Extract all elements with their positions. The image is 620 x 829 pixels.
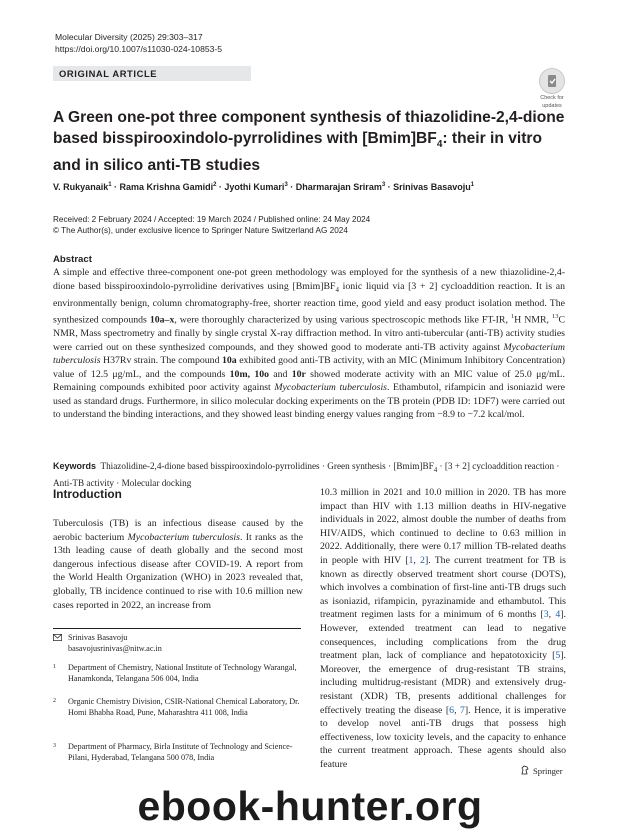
- author-name[interactable]: Dharmarajan Sriram: [295, 182, 382, 192]
- keywords-label: Keywords: [53, 461, 97, 471]
- publication-dates: Received: 2 February 2024 / Accepted: 19 March 2024 / Published online: 24 May 2024 © The Author(s), under exclusive licence to Springer Nature Switzerland AG 2024: [53, 215, 371, 235]
- doi-link[interactable]: https://doi.org/10.1007/s11030-024-10853-5: [55, 44, 223, 54]
- citation-link[interactable]: 4: [555, 609, 561, 621]
- author-name[interactable]: Srinivas Basavoju: [393, 182, 471, 192]
- watermark: ebook-hunter.org: [137, 783, 483, 829]
- footnote-rule: [53, 628, 301, 629]
- affiliation: 1 Department of Chemistry, National Institute of Technology Warangal, Hanamkonda, Telangana 506 004, India: [53, 663, 297, 683]
- check-updates-label-1: Check for: [540, 95, 564, 101]
- affiliation: 3 Department of Pharmacy, Birla Institute of Technology and Science-Pilani, Hyderabad, Telangana 500 078, India: [53, 742, 293, 762]
- citation-link[interactable]: 1: [408, 554, 414, 566]
- intro-left-column: Tuberculosis (TB) is an infectious disease caused by the aerobic bacterium Mycobacterium tuberculosis. It ranks as the 13th leading cause of death globally and the second most dangerous infectious disease after COVID-19. A report from the World Health Organization (WHO) in 2023 revealed that, globally, TB incidence continued to rise with 10.6 million new cases reported in 2022, an increase from: [53, 518, 303, 611]
- affiliation: 2 Organic Chemistry Division, CSIR-National Chemical Laboratory, Dr. Homi Bhabha Road, Pune, Maharashtra 411 008, India: [53, 697, 300, 717]
- check-updates-label-2: updates: [542, 102, 562, 109]
- keywords: Keywords Thiazolidine-2,4-dione based bisspirooxindolo-pyrrolidines · Green synthesis · $[Bmim]BF_4 \cdot [3 + 2]$ cycloaddition reaction · Anti-TB activity · Molecular docking: [53, 461, 560, 488]
- author-name[interactable]: Jyothi Kumari: [224, 182, 285, 192]
- springer-horse-icon: [520, 765, 530, 777]
- envelope-icon: [53, 633, 62, 644]
- author-name[interactable]: V. Rukyanaik: [53, 182, 109, 192]
- corresponding-author: Srinivas Basavoju basavojusrinivas@nitw.ac.in: [53, 632, 162, 654]
- check-updates-icon: [539, 68, 565, 94]
- author-list: V. Rukyanaik$^1$ · Rama Krishna Gamidi$^2$ · Jyothi Kumari$^3$ · Dharmarajan Sriram$^3$ · Srinivas Basavoju$^1$: [53, 182, 475, 192]
- citation-link[interactable]: 7: [460, 704, 465, 716]
- author-name[interactable]: Rama Krishna Gamidi: [119, 182, 214, 192]
- check-for-updates-badge[interactable]: [537, 68, 567, 109]
- article-type-banner: ORIGINAL ARTICLE: [53, 66, 251, 81]
- intro-right-column: 10.3 million in 2021 and 10.0 million in 2020. TB has more impact than HIV with 1.13 million deaths in HIV-negative individuals in 2022, almost double the number of deaths from HIV/AIDS, which continued to decline to 0.63 million in 2022. Additionally, there were 0.17 million TB-related deaths in people with HIV [1, 2]. The current treatment for TB is known as directly observed treatment short course (DOTS), which involves a combination of first-line anti-TB drugs such as isoniazid, rifampicin, pyrazinamide and ethambutol. This treatment regimen lasts for a minimum of 6 months [3, 4]. However, extended treatment can lead to negative consequences, including complications from the drug treatment plan, lack of compliance and hepatotoxicity [5]. Moreover, the emergence of drug-resistant TB strains, including multidrug-resistant (MDR) and extensively drug-resistant (XDR) TB, presents additional challenges for effectively treating the disease [6, 7]. Hence, it is imperative to develop novel anti-TB drugs that possess high effectiveness, low toxicity levels, and the capacity to enhance the current treatment approach. These agents should also feature: [320, 487, 566, 770]
- citation-link[interactable]: 2: [420, 554, 425, 566]
- abstract-text: A simple and effective three-component one-pot green methodology was employed for the synthesis of a new thiazolidine-2,4-dione based bisspirooxindolo-pyrrolidine derivatives using $[Bmim]BF_4$ ionic liquid via [3 + 2] cycloaddition reaction. It is an environmentally benign, column chromatography-free, shorter reaction time, good yield and easy product isolation method. The synthesized compounds 10a–x, were thoroughly characterized by using various spectroscopic methods like FT-IR, $^1$H NMR, $^{13}$C NMR, Mass spectrometry and finally by single crystal X-ray diffraction method. In vitro anti-tubercular (anti-TB) activity studies were carried out on these synthesized compounds, and they showed good to moderate anti-TB activity against Mycobacterium tuberculosis H37Rv strain. The compound 10a exhibited good anti-TB activity, with an MIC (Minimum Inhibitory Concentration) value of 12.5 μg/mL, and the compounds 10m, 10o and 10r showed moderate activity with an MIC value of 25.0 μg/mL. Remaining compounds exhibited poor activity against Mycobacterium tuberculosis. Ethambutol, rifampicin and isoniazid were used as standard drugs. Furthermore, in silico molecular docking experiments on the TB protein (PDB ID: 1DF7) were carried out to understand the binding interactions, and they showed least binding energy values ranging from −8.9 to −7.2 kcal/mol.: [53, 267, 566, 421]
- citation-link[interactable]: 6: [449, 704, 455, 716]
- author-email[interactable]: basavojusrinivas@nitw.ac.in: [68, 644, 162, 653]
- citation-link[interactable]: 3: [543, 609, 549, 621]
- abstract-heading: Abstract: [53, 254, 92, 265]
- introduction-heading: Introduction: [53, 487, 122, 501]
- article-title: A Green one-pot three component synthesis of thiazolidine-2,4-dione based bisspirooxindolo-pyrrolidines with $[Bmim]BF_4$: their in vitro and in silico anti-TB studies: [53, 109, 565, 175]
- journal-citation: Molecular Diversity (2025) 29:303–317: [55, 32, 203, 42]
- citation-link[interactable]: 5: [555, 650, 561, 662]
- journal-header: [55, 31, 222, 55]
- publisher-logo: Springer: [520, 765, 563, 777]
